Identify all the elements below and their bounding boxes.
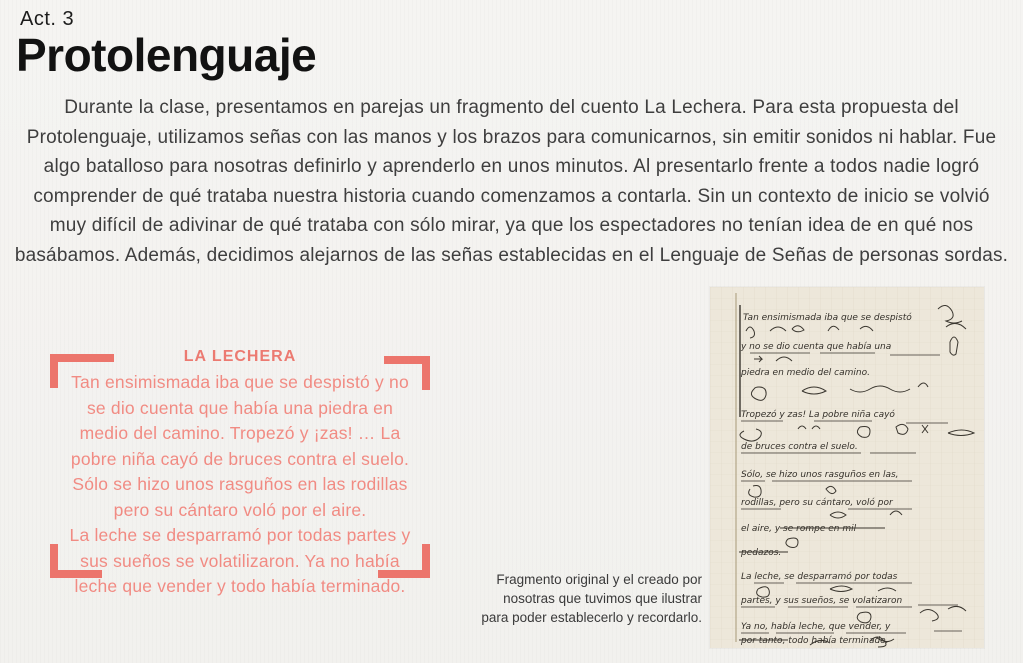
- handwriting-line: piedra en medio del camino.: [741, 368, 870, 378]
- handwritten-notebook-image: [710, 287, 984, 648]
- quote-text: [62, 370, 418, 600]
- handwriting-line: por tanto, todo había terminado.: [741, 636, 889, 646]
- page-title: Protolenguaje: [16, 29, 317, 81]
- notebook-sketch: [710, 287, 984, 648]
- intro-paragraph: Durante la clase, presentamos en parejas un fragmento del cuento La Lechera. Para esta propuesta del Protolenguaje, utilizamos señas con las manos y los brazos para comunicarnos, sin emitir sonidos ni hablar. Fue algo batalloso para nosotras definirlo y aprenderlo en unos minutos. Al presentarlo frente a todos nadie logró comprender de qué trataba nuestra historia cuando comenzamos a contarla. Sin un contexto de inicio se volvió muy difícil de adivinar de qué trataba con sólo mirar, ya que los espectadores no tenían idea de en qué nos basábamos. Además, decidimos alejarnos de las señas establecidas en el Lenguaje de Señas de personas sordas.: [14, 97, 1009, 266]
- handwriting-line: Tropezó y zas! La pobre niña cayó: [741, 410, 895, 420]
- handwriting-line: La leche, se desparramó por todas: [741, 572, 898, 582]
- handwriting-line: el aire, y se rompe en mil: [741, 524, 857, 534]
- handwriting-line: partes, y sus sueños, se volatizaron: [741, 596, 903, 606]
- handwriting-line: de bruces contra el suelo.: [741, 442, 858, 452]
- quote-heading: LA LECHERA: [183, 348, 297, 365]
- handwriting-line: Tan ensimismada iba que se despistó: [743, 313, 912, 323]
- quote-paragraph: La leche se desparramó por todas partes y sus sueños se volatilizaron. Ya no había leche que vender y todo había terminado.: [69, 525, 411, 596]
- handwriting-line: Sólo, se hizo unos rasguños en las,: [741, 470, 899, 480]
- act-label: Act. 3: [20, 8, 75, 30]
- handwriting-line: y no se dio cuenta que había una: [741, 342, 892, 352]
- quote-paragraph: Tan ensimismada iba que se despistó y no se dio cuenta que había una piedra en medio del camino. Tropezó y ¡zas! … La pobre niña cayó de bruces contra el suelo. Sólo se hizo unos rasguños en las rodillas pero su cántaro voló por el aire.: [70, 372, 410, 520]
- image-caption: Fragmento original y el creado por nosotras que tuvimos que ilustrar para poder establecerlo y recordarlo.: [481, 572, 702, 625]
- handwriting-line: Ya no, había leche, que vender, y: [741, 622, 891, 632]
- handwriting-line: rodillas, pero su cántaro, voló por: [741, 498, 893, 508]
- quote-block: [50, 340, 430, 596]
- handwriting-line: pedazos.: [741, 548, 782, 558]
